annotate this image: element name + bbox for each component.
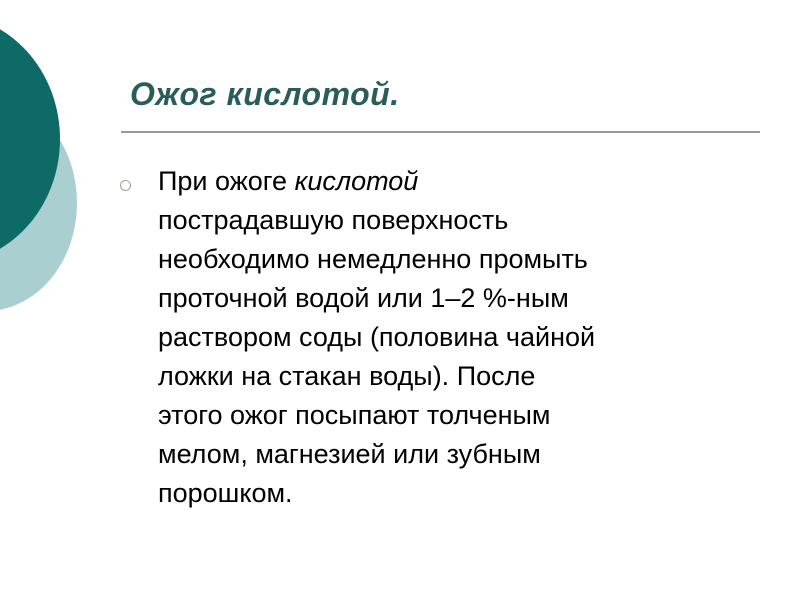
bullet-line-8: мелом, магнезией или зубным <box>158 439 541 469</box>
bullet-line-4: проточной водой или 1–2 %-ным <box>158 283 569 313</box>
bullet-line-2: пострадавшую поверхность <box>158 205 509 235</box>
bullet-line-5: раствором соды (половина чайной <box>158 322 596 352</box>
slide-title: Ожог кислотой. <box>130 76 400 112</box>
title-divider <box>121 131 760 133</box>
bullet-line-7: этого ожог посыпают толченым <box>158 400 551 430</box>
bullet-line-3: необходимо немедленно промыть <box>158 244 588 274</box>
bullet-emphasis: кислотой <box>294 166 419 196</box>
bullet-line-1 <box>158 162 758 201</box>
bullet-line-6: ложки на стакан воды). После <box>158 361 536 391</box>
bullet-line-1-prefix: При ожоге <box>158 166 295 196</box>
bullet-text <box>158 162 758 513</box>
hollow-circle-bullet-icon <box>120 180 131 191</box>
bullet-line-9: порошком. <box>158 478 293 508</box>
